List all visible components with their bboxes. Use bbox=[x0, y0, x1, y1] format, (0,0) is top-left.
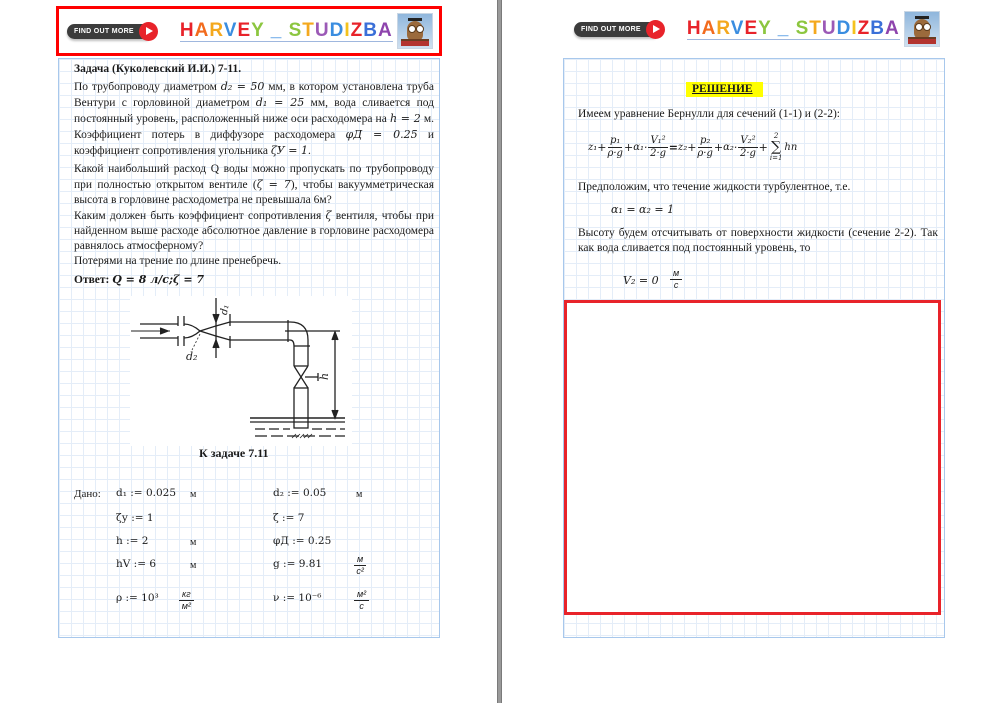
brand-letter: B bbox=[870, 17, 885, 39]
brand-letter: S bbox=[795, 17, 810, 39]
bernoulli-equation: z₁ + $\frac{\text{p₁}}{\rho\cdot g}$ + α₁ · $\frac{\text{V₁²}}{2\cdot g}$ = z₂ + $\frac{\text{p₂}}{\rho\cdot g}$ + α₂ · V₂² 2·g + 2 ∑ i=1 hп bbox=[588, 132, 798, 162]
given-h-unit: м bbox=[190, 537, 197, 548]
given-label: Дано: bbox=[74, 488, 101, 500]
problem-paragraph-4: Потерями на трение по длине пренебречь. bbox=[74, 255, 282, 267]
venturi-diagram bbox=[130, 296, 352, 446]
owl-mascot-icon bbox=[904, 11, 940, 47]
brand-letter: T bbox=[302, 19, 315, 41]
answer-line: Ответ: Q = 8 л/с;ζ = 7 bbox=[74, 273, 205, 286]
find-out-more-label: FIND OUT MORE bbox=[67, 24, 148, 39]
find-out-more-label: FIND OUT MORE bbox=[574, 22, 655, 37]
v2-equation: V₂ = 0 bbox=[623, 274, 659, 287]
ad-banner-right[interactable] bbox=[566, 8, 946, 50]
given-hv: hV := 6 bbox=[116, 558, 157, 570]
solution-title: РЕШЕНИЕ bbox=[686, 82, 763, 97]
brand-letter: S bbox=[288, 19, 303, 41]
brand-letter: Y bbox=[251, 19, 265, 41]
owl-mascot-icon bbox=[397, 13, 433, 49]
given-d1: d₁ := 0.025 bbox=[116, 487, 177, 499]
given-d1-unit: м bbox=[190, 489, 197, 500]
bernoulli-intro: Имеем уравнение Бернулли для сечений (1-1) и (2-2): bbox=[578, 108, 841, 120]
brand-letter: R bbox=[716, 17, 731, 39]
given-d2-unit: м bbox=[356, 489, 363, 500]
play-icon bbox=[139, 22, 158, 41]
given-zeta: ζ := 7 bbox=[273, 512, 305, 524]
play-icon bbox=[646, 20, 665, 39]
brand-letter: E bbox=[744, 17, 759, 39]
brand-letter: D bbox=[836, 17, 852, 39]
brand-letter: R bbox=[209, 19, 224, 41]
figure-caption: К задаче 7.11 bbox=[199, 446, 269, 460]
brand-letter: I bbox=[851, 17, 858, 39]
label-d1: d₁ bbox=[218, 303, 232, 316]
height-reference-text: Высоту будем отсчитывать от поверхности жидкости (сечение 2-2). Так как вода сливается под постоянный уровень, то bbox=[578, 227, 938, 254]
given-phi: φД := 0.25 bbox=[273, 535, 332, 547]
given-h: h := 2 bbox=[116, 535, 149, 547]
given-g-unit: м с² bbox=[354, 554, 366, 577]
brand-logo-text[interactable] bbox=[180, 21, 393, 42]
find-out-more-button[interactable] bbox=[67, 22, 158, 41]
given-d2: d₂ := 0.05 bbox=[273, 487, 327, 499]
given-zeta-y: ζу := 1 bbox=[116, 512, 154, 524]
brand-letter: T bbox=[809, 17, 822, 39]
given-nu-unit: м² с bbox=[354, 589, 369, 612]
brand-letter: E bbox=[237, 19, 252, 41]
brand-letter: B bbox=[363, 19, 378, 41]
brand-letter: Z bbox=[350, 19, 364, 41]
brand-letter: _ bbox=[264, 19, 289, 41]
brand-logo-text[interactable] bbox=[687, 19, 900, 40]
brand-letter: U bbox=[821, 17, 837, 39]
brand-letter: V bbox=[223, 19, 238, 41]
brand-letter: A bbox=[701, 17, 717, 39]
brand-letter: A bbox=[194, 19, 210, 41]
alpha-equation: α₁ = α₂ = 1 bbox=[611, 203, 675, 216]
find-out-more-button[interactable] bbox=[574, 20, 665, 39]
brand-letter: A bbox=[378, 19, 393, 41]
brand-letter: I bbox=[344, 19, 351, 41]
page-divider-scrollbar[interactable] bbox=[497, 0, 502, 703]
brand-letter: A bbox=[885, 17, 900, 39]
brand-letter: V bbox=[730, 17, 745, 39]
brand-letter: U bbox=[314, 19, 330, 41]
brand-letter: D bbox=[329, 19, 345, 41]
v2-unit: м с bbox=[670, 268, 682, 291]
problem-title: Задача (Куколевский И.И.) 7-11. bbox=[74, 63, 242, 75]
given-nu: ν := 10⁻⁶ bbox=[273, 592, 322, 604]
given-hv-unit: м bbox=[190, 560, 197, 571]
highlighted-empty-region bbox=[564, 300, 941, 615]
turbulent-assumption: Предположим, что течение жидкости турбулентное, т.е. bbox=[578, 181, 851, 193]
label-h: h bbox=[318, 372, 331, 380]
problem-paragraph-2: Какой наибольший расход Q воды можно пропускать по трубопроводу при полностью открытом вентиле (ζ = 7), чтобы вакуумметрическая высота в горловине расходометра не превышала 6м? bbox=[74, 163, 434, 206]
given-rho-unit: кг м² bbox=[179, 589, 194, 612]
brand-letter: _ bbox=[771, 17, 796, 39]
given-rho: ρ := 10³ bbox=[116, 592, 159, 604]
problem-paragraph-3: Каким должен быть коэффициент сопротивления ζ вентиля, чтобы при найденном выше расходе абсолютное давление в горловине расходомера равнялось атмосферному? bbox=[74, 209, 434, 252]
given-g: g := 9.81 bbox=[273, 558, 323, 570]
brand-letter: H bbox=[179, 19, 195, 41]
brand-letter: Y bbox=[758, 17, 772, 39]
ad-banner-left[interactable] bbox=[56, 6, 442, 56]
label-d2: d₂ bbox=[186, 350, 198, 363]
problem-paragraph-1: По трубопроводу диаметром d₂ = 50 мм, в котором установлена труба Вентури с горловиной диаметром d₁ = 25 мм, вода сливается под постоянный уровень, расположенный ниже оси расходомера на h = 2 м. Коэффициент потерь в диффузоре расходомера φД = 0.25 и коэффициент сопротивления угольника ζУ = 1. bbox=[74, 80, 435, 157]
brand-letter: Z bbox=[857, 17, 871, 39]
brand-letter: H bbox=[686, 17, 702, 39]
